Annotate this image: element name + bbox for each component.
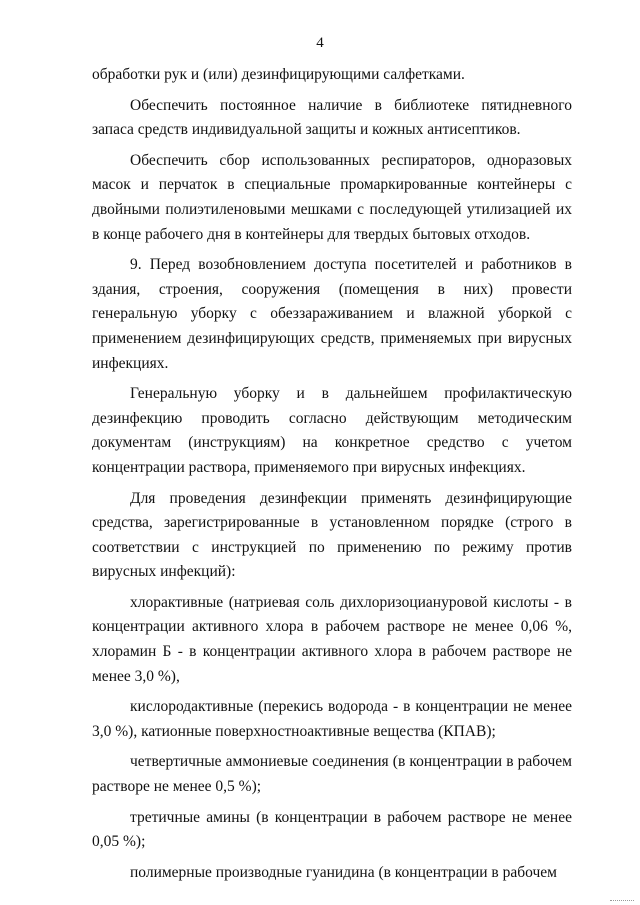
page-number: 4 (316, 35, 324, 51)
paragraph-waste-collection: Обеспечить сбор использованных респираторов, одноразовых масок и перчаток в специальные промаркированные контейнеры с двойными полиэтиленовыми мешками с последующей утилизацией их в конце рабочего дня в контейнеры для твердых бытовых отходов. (92, 151, 572, 243)
list-item-oxygen-active: кислородактивные (перекись водорода - в концентрации не менее 3,0 %), катионные поверхностноактивные вещества (КПАВ); (92, 698, 572, 740)
paragraph-disinfection-method: Генеральную уборку и в дальнейшем профилактическую дезинфекцию проводить согласно действующим методическим документам (инструкциям) на конкретное средство с учетом концентрации раствора, применяемого при вирусных инфекциях. (92, 385, 572, 476)
scan-artifact (610, 897, 634, 901)
list-item-quaternary-ammonium: четвертичные аммониевые соединения (в концентрации в рабочем растворе не менее 0,5 %); (92, 753, 572, 796)
list-item-chlorine-active: хлорактивные (натриевая соль дихлоризоциануровой кислоты - в концентрации активного хлора в рабочем растворе не менее 0,06 %, хлорамин Б - в концентрации активного хлора в рабочем растворе не менее 3,0 %), (92, 593, 572, 685)
paragraph-item-9-cleaning: 9. Перед возобновлением доступа посетителей и работников в здания, строения, сооружения (помещения в них) провести генеральную уборку с обеззараживанием и влажной уборкой с применением дезинфицирующих средств, применяемых при вирусных инфекциях. (92, 256, 572, 372)
paragraph-continuation: обработки рук и (или) дезинфицирующими салфетками. (92, 66, 465, 83)
list-item-guanidine-polymers: полимерные производные гуанидина (в концентрации в рабочем (130, 863, 557, 881)
paragraph-disinfectant-means: Для проведения дезинфекции применять дезинфицирующие средства, зарегистрированные в установленном порядке (строго в соответствии с инструкцией по применению по режиму против вирусных инфекций): (92, 489, 572, 581)
document-body (92, 63, 572, 885)
paragraph-stock-supply: Обеспечить постоянное наличие в библиотеке пятидневного запаса средств индивидуальной защиты и кожных антисептиков. (92, 96, 572, 139)
list-item-tertiary-amines: третичные амины (в концентрации в рабочем растворе не менее 0,05 %); (92, 808, 572, 851)
